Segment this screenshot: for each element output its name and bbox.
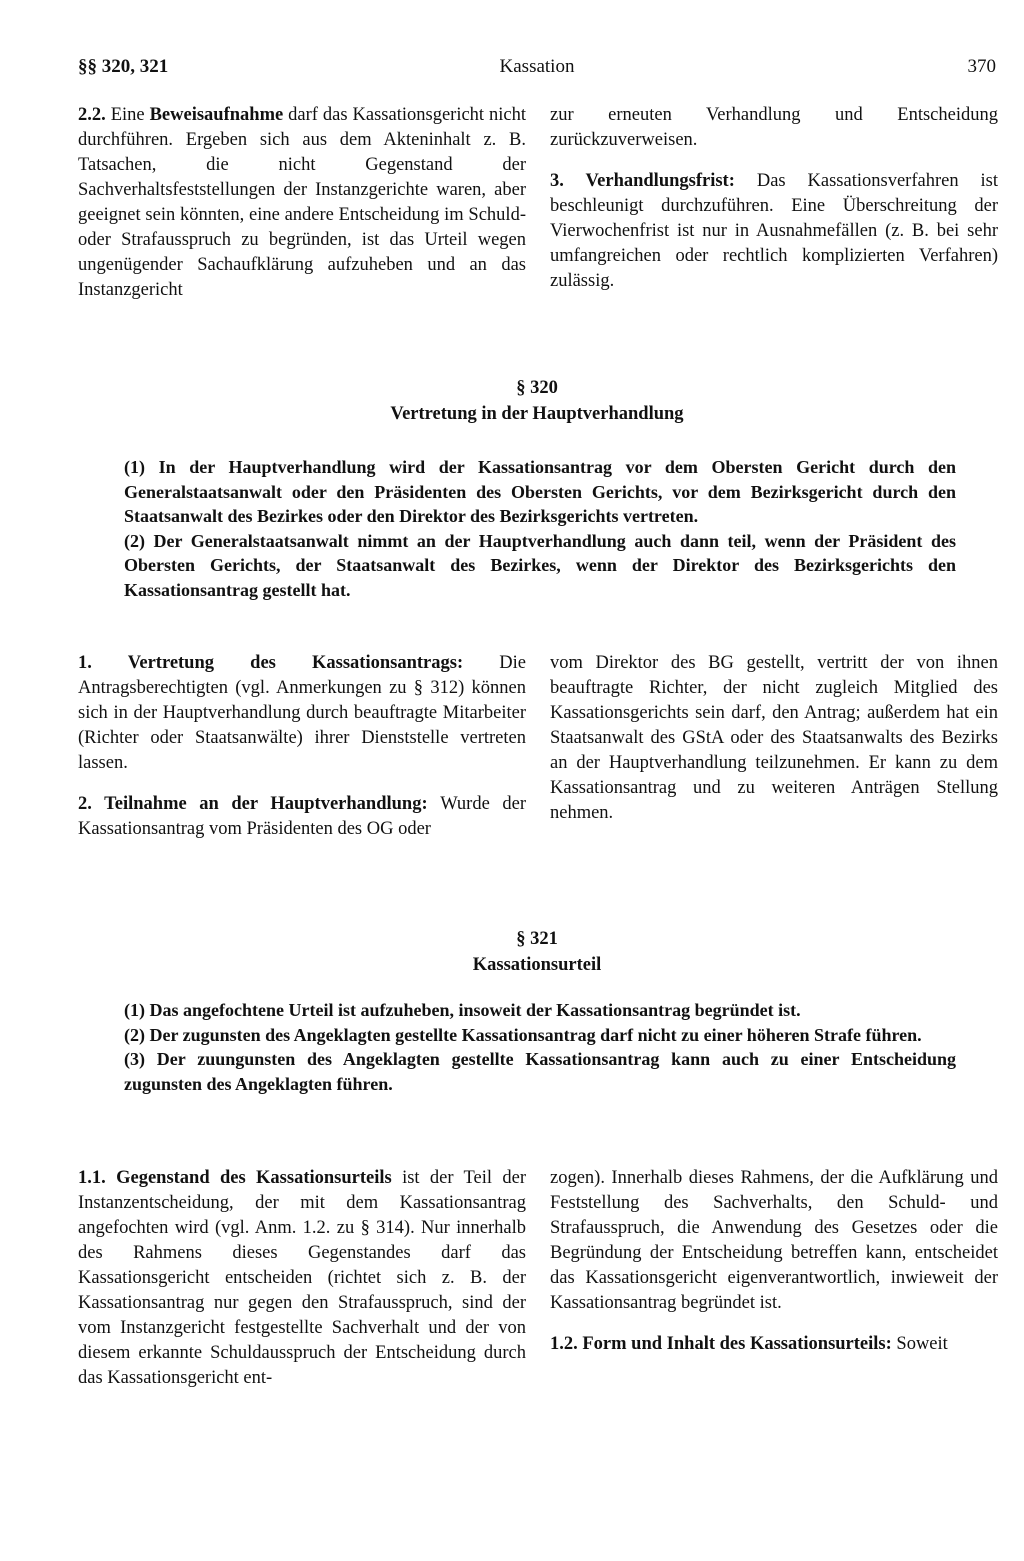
commentary-paragraph xyxy=(78,1166,526,1391)
law-paragraph-1: (1) Das angefochtene Urteil ist aufzuheben, insoweit der Kassationsantrag begründet ist. xyxy=(124,1000,801,1020)
item-text: darf das Kassationsgericht nicht durchführen. Ergeben sich aus dem Akteninhalt z. B. Tatsachen, die nicht Gegenstand der Sachverhaltsfeststellungen der Instanzgerichte waren, aber geeignet sein könnten, eine andere Entscheidung im Schuld- oder Strafausspruch zu begründen, ist das Urteil wegen ungenügender Sachaufklärung aufzuheben und an das Instanzgericht xyxy=(78,105,527,300)
law-paragraph-3: (3) Der zuungunsten des Angeklagten gestellte Kassationsantrag kann auch zu einer Entscheidung zugunsten des Angeklagten führen. xyxy=(124,1049,956,1094)
commentary-column-right-3 xyxy=(550,1166,998,1357)
commentary-column-right-2 xyxy=(550,651,998,826)
section-320-law-text xyxy=(124,455,956,602)
law-paragraph-2: (2) Der zugunsten des Angeklagten gestellte Kassationsantrag darf nicht zu einer höheren Strafe führen. xyxy=(124,1024,922,1045)
item-text: Wurde der Kassationsantrag vom Präsidenten des OG oder xyxy=(78,794,526,839)
section-title: Kassationsurteil xyxy=(472,955,602,975)
item-keyword: Beweisaufnahme xyxy=(149,105,289,125)
item-heading: 1. Vertretung des Kassationsantrags: xyxy=(78,653,500,673)
item-heading: 3. Verhandlungsfrist: xyxy=(550,171,757,191)
commentary-paragraph xyxy=(78,792,526,842)
section-321-heading xyxy=(78,926,996,978)
item-text: Das Kassationsverfahren ist beschleunigt durchzuführen. Eine Überschreitung der Vierwochenfrist ist nur in Ausnahmefällen (z. B. bei sehr umfangreichen oder rechtlich komplizierten Verfahren) zulässig. xyxy=(550,171,998,291)
item-heading: 1.1. Gegenstand des Kassationsurteils xyxy=(78,1168,403,1188)
section-reference: §§ 320, 321 xyxy=(78,56,169,77)
page-number: 370 xyxy=(967,56,996,77)
commentary-paragraph xyxy=(78,651,526,776)
item-number: 2.2. xyxy=(78,105,111,125)
commentary-column-left-2 xyxy=(78,651,526,842)
item-heading: 2. Teilnahme an der Hauptverhandlung: xyxy=(78,794,441,814)
commentary-column-left-1 xyxy=(78,103,526,303)
section-number: § 320 xyxy=(516,378,558,398)
commentary-column-left-3 xyxy=(78,1166,526,1391)
chapter-title: Kassation xyxy=(499,56,575,77)
item-text-lead: Eine xyxy=(110,105,150,125)
section-title: Vertretung in der Hauptverhandlung xyxy=(390,404,684,424)
section-320-heading xyxy=(78,375,996,427)
commentary-paragraph xyxy=(78,103,526,303)
commentary-paragraph: zogen). Innerhalb dieses Rahmens, der die Aufklärung und Feststellung des Sachverhalts, den Schuld- und Strafausspruch, die Anwendung des Gesetzes oder die Begründung der Entscheidung betreffen kann, entscheidet das Kassationsgericht eigenverantwortlich, inwieweit der Kassationsantrag begründet ist. xyxy=(550,1168,998,1313)
commentary-paragraph: zur erneuten Verhandlung und Entscheidung zurückzuverweisen. xyxy=(550,105,998,150)
commentary-paragraph: vom Direktor des BG gestellt, vertritt der von ihnen beauftragte Richter, der nicht zugleich Mitglied des Kassationsgerichts sein darf, den Antrag; außerdem hat ein Staatsanwalt des GStA oder des Staatsanwalts des Bezirks an der Hauptverhandlung teilzunehmen. Er kann zu dem Kassationsantrag und zu weiteren Anträgen Stellung nehmen. xyxy=(550,653,998,823)
section-number: § 321 xyxy=(516,929,558,949)
item-text: ist der Teil der Instanzentscheidung, der mit dem Kassationsantrag angefochten wird (vgl. Anm. 1.2. zu § 314). Nur innerhalb des Rahmens dieses Gegenstandes darf das Kassationsgericht entscheiden (richtet sich z. B. der Kassationsantrag nur gegen den Strafausspruch, sind der vom Instanzgericht festgestellte Sachverhalt und der von diesem erkannte Schuldausspruch der Entscheidung durch das Kassationsgericht ent- xyxy=(78,1168,526,1388)
commentary-column-right-1 xyxy=(550,103,998,294)
law-paragraph-2: (2) Der Generalstaatsanwalt nimmt an der Hauptverhandlung auch dann teil, wenn der Präsident des Obersten Gerichts, der Staatsanwalt des Bezirkes, wenn der Direktor des Bezirksgerichts den Kassationsantrag gestellt hat. xyxy=(124,530,956,600)
commentary-paragraph xyxy=(550,169,998,294)
section-321-law-text xyxy=(124,998,956,1096)
item-text: Die Antragsberechtigten (vgl. Anmerkungen zu § 312) können sich in der Hauptverhandlung durch beauftragte Mitarbeiter (Richter oder Staatsanwälte) ihrer Dienststelle vertreten lassen. xyxy=(78,653,526,773)
commentary-paragraph xyxy=(550,1332,998,1357)
law-paragraph-1: (1) In der Hauptverhandlung wird der Kassationsantrag vor dem Obersten Gericht durch den Generalstaatsanwalt oder den Präsidenten des Obersten Gerichts, vor dem Bezirksgericht durch den Staatsanwalt des Bezirkes oder den Direktor des Bezirksgerichts vertreten. xyxy=(124,457,956,526)
item-heading: 1.2. Form und Inhalt des Kassationsurteils: xyxy=(550,1334,897,1354)
item-text: Soweit xyxy=(896,1334,948,1354)
